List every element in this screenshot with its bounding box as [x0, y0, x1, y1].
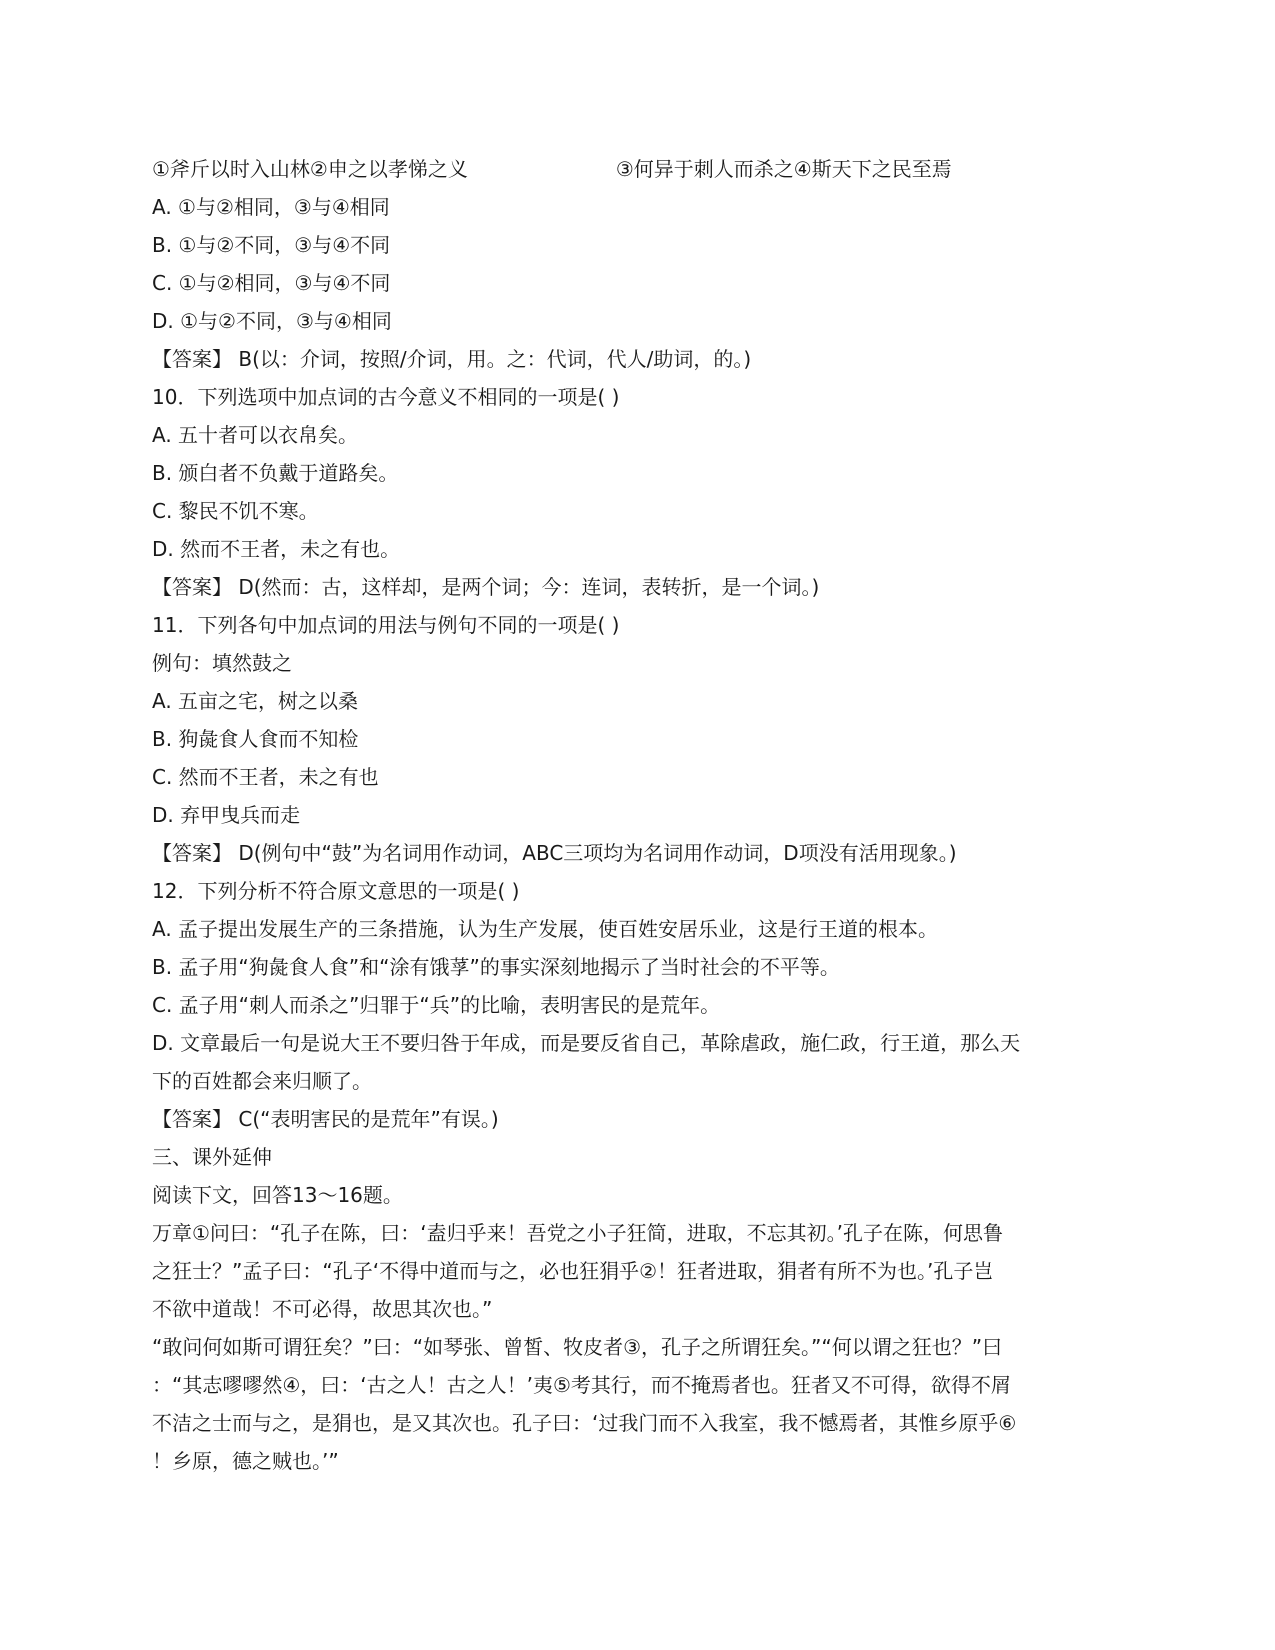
example-sentences-line	[152, 150, 1127, 188]
q11-option-d: D. 弃甲曳兵而走	[152, 803, 301, 827]
passage-line: 之狂士？”孟子曰：“孔子‘不得中道而与之，必也狂狷乎②！狂者进取，狷者有所不为也。’孔子岂	[152, 1259, 994, 1283]
sentences-1-2: ①斧斤以时入山林②申之以孝悌之义	[152, 157, 468, 181]
passage-line: 万章①问曰：“孔子在陈，曰：‘盍归乎来！吾党之小子狂简，进取，不忘其初。’孔子在陈，何思鲁	[152, 1221, 1004, 1245]
q11-example: 例句：填然鼓之	[152, 651, 292, 675]
answer-12: 【答案】 C(“表明害民的是荒年”有误。)	[152, 1107, 499, 1131]
q10-option-d: D. 然而不王者，未之有也。	[152, 537, 401, 561]
option-a: A. ①与②相同，③与④相同	[152, 195, 390, 219]
q11-option-c: C. 然而不王者，未之有也	[152, 765, 379, 789]
answer-11: 【答案】 D(例句中“鼓”为名词用作动词，ABC三项均为名词用作动词，D项没有活用现象。)	[152, 841, 957, 865]
question-12: 12．下列分析不符合原文意思的一项是( )	[152, 879, 520, 903]
passage-line: ：“其志嘐嘐然④，曰：‘古之人！古之人！’夷⑤考其行，而不掩焉者也。狂者又不可得，欲得不屑	[152, 1373, 1011, 1397]
sentences-3-4: ③何异于刺人而杀之④斯天下之民至焉	[615, 157, 952, 181]
passage-line: 不欲中道哉！不可必得，故思其次也。”	[152, 1297, 493, 1321]
q12-option-b: B. 孟子用“狗彘食人食”和“涂有饿莩”的事实深刻地揭示了当时社会的不平等。	[152, 955, 840, 979]
q10-option-b: B. 颁白者不负戴于道路矣。	[152, 461, 399, 485]
q12-option-d-cont: 下的百姓都会来归顺了。	[152, 1069, 372, 1093]
passage-line: 不洁之士而与之，是狷也，是又其次也。孔子曰：‘过我门而不入我室，我不憾焉者，其惟乡原乎⑥	[152, 1411, 1017, 1435]
q10-option-c: C. 黎民不饥不寒。	[152, 499, 319, 523]
document-page	[152, 150, 1127, 1480]
section-heading: 三、课外延伸	[152, 1145, 272, 1169]
q11-option-a: A. 五亩之宅，树之以桑	[152, 689, 359, 713]
q12-option-a: A. 孟子提出发展生产的三条措施，认为生产发展，使百姓安居乐业，这是行王道的根本。	[152, 917, 939, 941]
option-c: C. ①与②相同，③与④不同	[152, 271, 391, 295]
option-d: D. ①与②不同，③与④相同	[152, 309, 392, 333]
passage-line: “敢问何如斯可谓狂矣？”曰：“如琴张、曾皙、牧皮者③，孔子之所谓狂矣。”“何以谓之狂也？”曰	[152, 1335, 1003, 1359]
q12-option-c: C. 孟子用“刺人而杀之”归罪于“兵”的比喻，表明害民的是荒年。	[152, 993, 721, 1017]
passage-line: ！乡原，德之贼也。’”	[152, 1449, 339, 1473]
q11-option-b: B. 狗彘食人食而不知检	[152, 727, 359, 751]
q10-option-a: A. 五十者可以衣帛矣。	[152, 423, 359, 447]
question-10: 10．下列选项中加点词的古今意义不相同的一项是( )	[152, 385, 620, 409]
option-b: B. ①与②不同，③与④不同	[152, 233, 391, 257]
answer-10: 【答案】 D(然而：古，这样却，是两个词；今：连词，表转折，是一个词。)	[152, 575, 820, 599]
q12-option-d: D. 文章最后一句是说大王不要归咎于年成，而是要反省自己，革除虐政，施仁政，行王道，那么天	[152, 1031, 1021, 1055]
reading-instruction: 阅读下文，回答13～16题。	[152, 1183, 403, 1207]
question-11: 11．下列各句中加点词的用法与例句不同的一项是( )	[152, 613, 620, 637]
answer-9: 【答案】 B(以：介词，按照/介词，用。之：代词，代人/助词，的。)	[152, 347, 752, 371]
